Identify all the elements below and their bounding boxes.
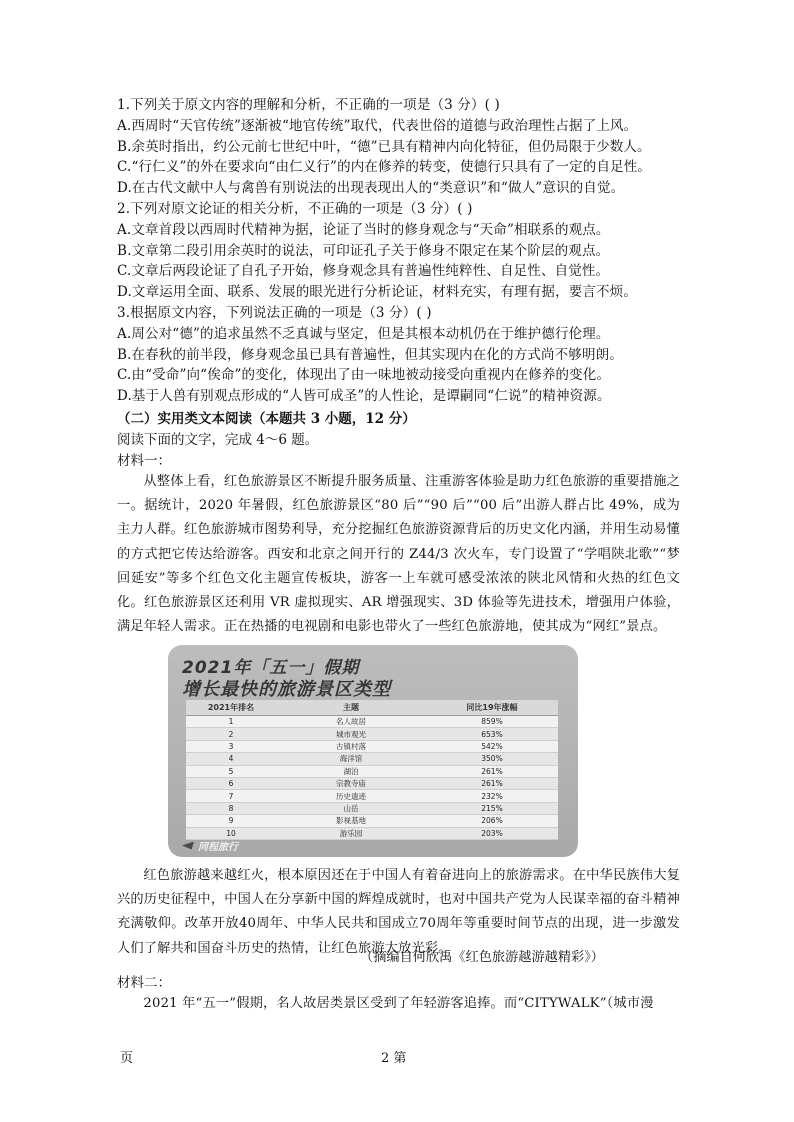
table-row	[186, 815, 558, 827]
table-row	[186, 828, 558, 840]
material1-label: 材料一：	[117, 453, 171, 469]
theme-cell: 古镇村落	[336, 741, 366, 751]
question-line: C.“行仁义”的外在要求向“由仁义行”的内在修养的转变，使德行只具有了一定的自足性。	[117, 159, 652, 176]
table-row	[186, 716, 558, 728]
question-line: C.文章后两段论证了自孔子开始，修身观念具有普遍性纯粹性、自足性、自觉性。	[117, 263, 610, 280]
table-row	[186, 728, 558, 740]
rank-cell: 9	[228, 816, 234, 826]
question-line: 1.下列关于原文内容的理解和分析，不正确的一项是（3 分）( )	[117, 97, 500, 113]
material2-paragraph1: 2021 年“五一”假期，名人故居类景区受到了年轻游客追捧。而“CITYWALK”（城市漫	[143, 996, 654, 1011]
question-line: A.周公对“德”的追求虽然不乏真诚与坚定，但是其根本动机仍在于维护德行伦理。	[117, 325, 610, 342]
material1-paragraph2: 红色旅游越来越红火，根本原因还在于中国人有着奋进向上的旅游需求。在中华民族伟大复兴的历史征程中，中国人在分享新中国的辉煌成就时，也对中国共产党为人民谋幸福的奋斗精神充满敬仰。改革开放40周年、中华人民共和国成立70周年等重要时间节点的出现，进一步激发人们了解共和国奋斗历史的热情，让红色旅游大放光彩。	[117, 868, 680, 956]
growth-cell: 215%	[481, 803, 503, 813]
rank-cell: 2	[228, 729, 234, 739]
table-row	[186, 790, 558, 802]
growth-cell: 859%	[481, 717, 503, 727]
question-line: B.文章第二段引用余英时的说法，可印证孔子关于修身不限定在某个阶层的观点。	[117, 242, 610, 259]
theme-cell: 影视基地	[336, 816, 366, 826]
ranking-table	[186, 700, 558, 838]
growth-cell: 350%	[481, 754, 503, 764]
section-title: （二）实用类文本阅读（本题共 3 小题，12 分）	[117, 411, 416, 427]
table-row	[186, 803, 558, 815]
table-row	[186, 778, 558, 790]
table-row	[186, 753, 558, 765]
theme-cell: 历史遗迹	[336, 791, 366, 801]
rank-cell: 10	[226, 828, 236, 838]
question-line: C.由“受命”向“俟命”的变化，体现出了由一味地被动接受向重视内在修养的变化。	[117, 367, 611, 384]
brand-name: 同程旅行	[198, 842, 238, 853]
table-body	[186, 716, 558, 840]
material1-paragraph1: 从整体上看，红色旅游景区不断提升服务质量、注重游客体验是助力红色旅游的重要措施之一。据统计，2020 年暑假，红色旅游景区“80 后”“90 后”“00 后”出游人群占比 49%，成为主力人群。红色旅游城市图势利导，充分挖掘红色旅游资源背后的历史文化内涵，并用生动易懂的方式把它传达给游客。西安和北京之间开行的 Z44/3 次火车，专门设置了“学唱陕北歌”“梦回延安”等多个红色文化主题宣传板块，游客一上车就可感受浓浓的陕北风情和火热的红色文化。红色旅游景区还利用 VR 虚拟现实、AR 增强现实、3D 体验等先进技术，增强用户体验，满足年轻人需求。正在热播的电视剧和电影也带火了一些红色旅游地，使其成为“网红”景点。	[117, 474, 680, 635]
theme-cell: 名人故居	[336, 717, 366, 727]
question-line: D.基于人兽有别观点形成的“人皆可成圣”的人性论，是谭嗣同“仁说”的精神资源。	[117, 388, 611, 405]
brand-logo	[182, 838, 238, 853]
rank-cell: 5	[228, 766, 234, 776]
page-number: 2 第	[381, 1051, 407, 1066]
theme-cell: 宗教寺庙	[336, 779, 366, 789]
question-line: A.西周时“天官传统”逐渐被“地官传统”取代，代表世俗的道德与政治理性占据了上风。	[117, 117, 638, 134]
question-line: D.文章运用全面、联系、发展的眼光进行分析论证，材料充实，有理有据，要言不烦。	[117, 284, 637, 301]
growth-cell: 232%	[481, 791, 503, 801]
header-rank: 2021年排名	[207, 703, 255, 712]
infographic-subtitle: 增长最快的旅游景区类型	[182, 679, 391, 700]
growth-cell: 653%	[481, 729, 503, 739]
growth-cell: 206%	[481, 816, 503, 826]
theme-cell: 游乐园	[339, 828, 363, 838]
footer-left: 页	[120, 1051, 134, 1066]
growth-cell: 261%	[481, 779, 503, 789]
material2-label: 材料二：	[117, 975, 171, 991]
theme-cell: 湖泊	[343, 766, 359, 776]
header-growth: 同比19年涨幅	[466, 703, 518, 712]
growth-cell: 203%	[481, 828, 503, 838]
infographic-title: 2021年「五一」假期	[182, 658, 360, 678]
question-line: 2.下列对原文论证的相关分析，不正确的一项是（3 分）( )	[117, 201, 473, 217]
brand-icon	[182, 842, 194, 850]
theme-cell: 海洋馆	[339, 754, 363, 764]
question-line: D.在古代文献中人与禽兽有别说法的出现表现出人的“类意识”和“做人”意识的自觉。	[117, 180, 625, 197]
header-theme: 主题	[343, 703, 359, 712]
question-line: B.在春秋的前半段，修身观念虽已具有普遍性，但其实现内在化的方式尚不够明朗。	[117, 346, 623, 363]
theme-cell: 山岳	[343, 803, 359, 813]
growth-cell: 542%	[481, 741, 503, 751]
rank-cell: 1	[228, 717, 234, 727]
growth-cell: 261%	[481, 766, 503, 776]
theme-cell: 城市观光	[336, 729, 366, 739]
rank-cell: 8	[228, 803, 234, 813]
infographic	[168, 645, 578, 857]
material1-source: （摘编自何欣禹《红色旅游越游越精彩》）	[360, 950, 604, 965]
table-row	[186, 741, 558, 753]
table-header	[186, 700, 558, 716]
question-line: A.文章首段以西周时代精神为据，论证了当时的修身观念与“天命”相联系的观点。	[117, 221, 610, 238]
table-row	[186, 766, 558, 778]
instruction: 阅读下面的文字，完成 4～6 题。	[117, 432, 319, 448]
rank-cell: 7	[228, 791, 234, 801]
rank-cell: 3	[228, 741, 234, 751]
rank-cell: 6	[228, 779, 234, 789]
question-line: B.余英时指出，约公元前七世纪中叶，“德”已具有精神内向化特征，但仍局限于少数人。	[117, 138, 651, 155]
question-line: 3.根据原文内容，下列说法正确的一项是（3 分）( )	[117, 305, 432, 321]
rank-cell: 4	[228, 754, 234, 764]
